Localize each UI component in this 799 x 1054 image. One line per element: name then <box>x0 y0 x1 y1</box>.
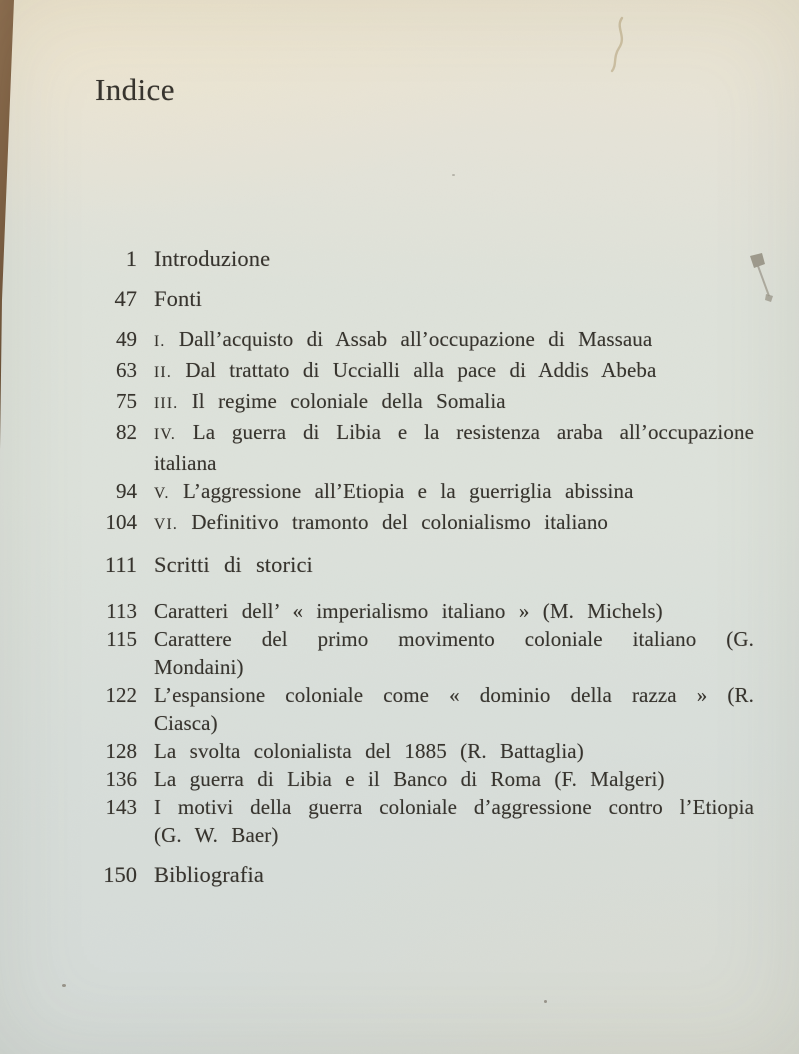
toc-roman-numeral: IV. <box>154 426 176 443</box>
toc-page-number: 49 <box>116 327 137 351</box>
toc-entry-text: Definitivo tramonto del colonialismo italiano <box>191 510 609 534</box>
toc-page-number: 82 <box>116 420 137 444</box>
toc-entry-text: I motivi della guerra coloniale d’aggressione contro l’Etiopia (G. W. Baer) <box>154 795 754 847</box>
toc-page-number: 111 <box>104 552 137 577</box>
toc-entry-text: Il regime coloniale della Somalia <box>191 389 506 413</box>
toc-entry-text: Carattere del primo movimento coloniale italiano (G. Mondaini) <box>154 627 754 679</box>
toc-entry-text: La guerra di Libia e il Banco di Roma (F. Malgeri) <box>154 767 665 791</box>
toc-roman-numeral: V. <box>154 485 170 502</box>
toc-entry <box>57 551 754 579</box>
toc-entry <box>57 387 754 418</box>
toc-entry-label <box>154 625 754 681</box>
toc-entry <box>57 861 754 889</box>
toc-entry-text: Bibliografia <box>154 862 264 887</box>
toc-entry <box>57 681 754 737</box>
toc-entry-label <box>154 737 754 765</box>
toc-entry-text: Dal trattato di Uccialli alla pace di Addis Abeba <box>185 358 657 382</box>
toc-page-number: 75 <box>116 389 137 413</box>
toc-page-number: 113 <box>106 599 137 623</box>
toc-roman-numeral: III. <box>154 395 179 412</box>
toc-entry <box>57 356 754 387</box>
toc-entry <box>57 765 754 793</box>
toc-entry-text: Caratteri dell’ « imperialismo italiano » (M. Michels) <box>154 599 663 623</box>
toc-entry-label <box>154 477 754 508</box>
toc-entry-label <box>154 681 754 737</box>
toc-page-number: 115 <box>106 627 137 651</box>
toc-entry-text: Introduzione <box>154 246 271 271</box>
toc-entry <box>57 737 754 765</box>
paper-speck <box>452 174 455 176</box>
toc-page-number: 136 <box>105 767 137 791</box>
wood-table-surface <box>0 0 18 452</box>
toc-entry-label <box>154 861 754 889</box>
index-title: Indice <box>95 72 175 107</box>
toc-page-number: 128 <box>105 739 137 763</box>
toc-entry-label <box>154 765 754 793</box>
toc-entry-text: L’aggressione all’Etiopia e la guerriglia abissina <box>182 479 634 503</box>
toc-entry-text: Dall’acquisto di Assab all’occupazione di Massaua <box>178 327 653 351</box>
toc-entry-label <box>154 597 754 625</box>
toc-entry-text: La guerra di Libia e la resistenza araba all’occupazione italiana <box>154 420 754 475</box>
toc-entry-label <box>154 325 754 356</box>
toc-entry-label <box>154 508 754 539</box>
toc-page-number: 94 <box>116 479 137 503</box>
toc-entry <box>57 508 754 539</box>
toc-entry <box>57 418 754 477</box>
toc-entry-label <box>154 245 754 273</box>
toc-entry-text: La svolta colonialista del 1885 (R. Battaglia) <box>154 739 584 763</box>
toc-roman-numeral: II. <box>154 364 172 381</box>
toc-entry-label <box>154 285 754 313</box>
toc-entry-text: Scritti di storici <box>154 552 313 577</box>
toc-roman-numeral: I. <box>154 333 166 350</box>
toc-entry <box>57 477 754 508</box>
toc-roman-numeral: VI. <box>154 516 179 533</box>
toc-entry <box>57 285 754 313</box>
toc-entry-label <box>154 793 754 849</box>
toc-page-number: 122 <box>105 683 137 707</box>
toc-page-number: 150 <box>103 862 137 887</box>
paper-speck <box>62 984 66 987</box>
toc-entry <box>57 625 754 681</box>
paper-stain-curve <box>606 14 632 74</box>
toc-page-number: 63 <box>116 358 137 382</box>
toc-entry <box>57 597 754 625</box>
toc-entry-label <box>154 356 754 387</box>
toc-entry-label <box>154 551 754 579</box>
toc-entry <box>57 325 754 356</box>
toc-page-number: 104 <box>105 510 137 534</box>
toc-entry <box>57 793 754 849</box>
toc-entry-label <box>154 418 754 477</box>
toc-page-number: 47 <box>114 286 137 311</box>
paper-speck <box>544 1000 547 1003</box>
toc-page-number: 1 <box>125 246 137 271</box>
toc-entry-text: L’espansione coloniale come « dominio della razza » (R. Ciasca) <box>154 683 754 735</box>
toc-entry-text: Fonti <box>154 286 203 311</box>
table-of-contents <box>57 245 754 889</box>
toc-entry <box>57 245 754 273</box>
toc-entry-label <box>154 387 754 418</box>
toc-page-number: 143 <box>105 795 137 819</box>
